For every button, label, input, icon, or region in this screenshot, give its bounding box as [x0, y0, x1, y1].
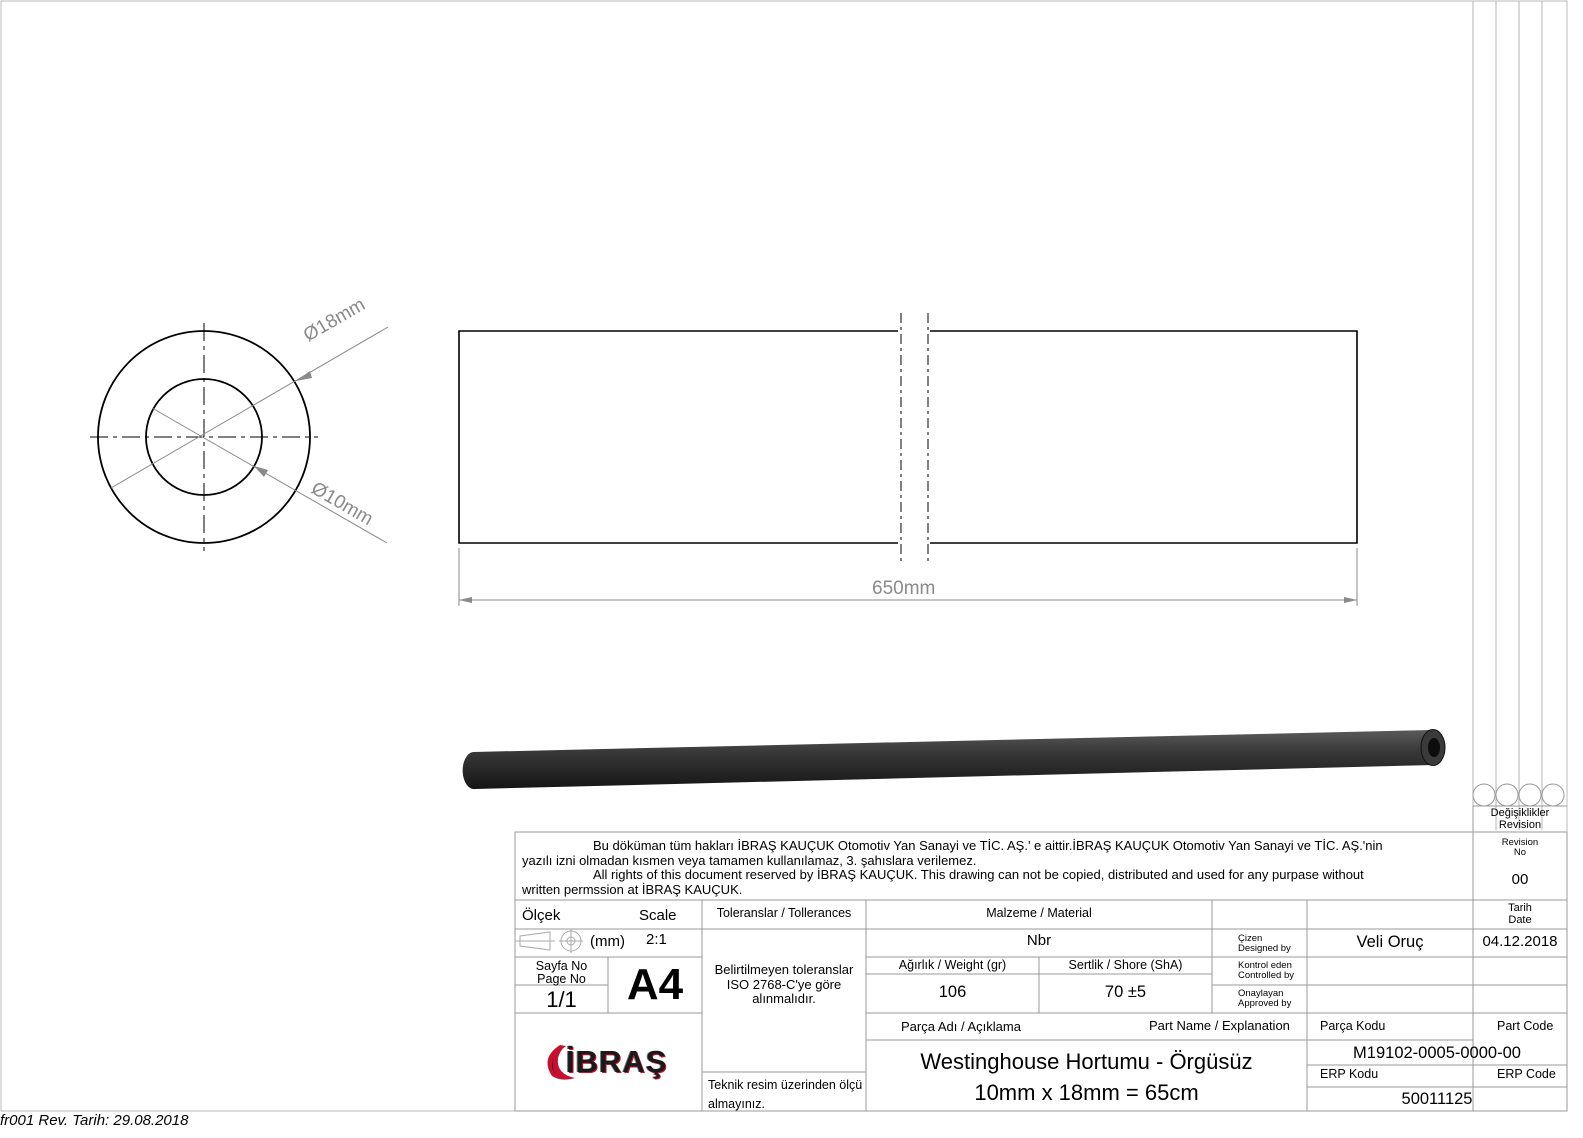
material-value: Nbr — [1026, 932, 1052, 949]
no-measure-note-line-1: Teknik resim üzerinden ölçü — [708, 1078, 863, 1092]
hardness-label: Sertlik / Shore (ShA) — [1068, 958, 1183, 972]
revision-no-header — [1473, 838, 1567, 858]
page-no-header — [515, 960, 608, 986]
material-label: Malzeme / Material — [986, 906, 1092, 920]
tolerances-text-line-2: ISO 2768-C'ye göre — [726, 976, 842, 992]
weight-label: Ağırlık / Weight (gr) — [898, 958, 1007, 972]
revision-circle — [1519, 784, 1541, 806]
controlled-tr-label: Kontrol eden — [1238, 960, 1292, 971]
inner-diameter-label: Ø10mm — [307, 478, 377, 530]
copyright-en-line-2: written permssion at İBRAŞ KAUÇUK. — [522, 882, 743, 897]
length-arrow-left — [459, 597, 472, 603]
part-code-value: M19102-0005-0000-00 — [1353, 1044, 1521, 1062]
date-en-label: Date — [1508, 913, 1532, 926]
revision-tr-label: Revision — [1501, 837, 1539, 848]
part-code-en-label: Part Code — [1497, 1019, 1554, 1033]
designer-name: Veli Oruç — [1356, 933, 1424, 951]
changes-en-label: Revision — [1498, 818, 1542, 831]
part-code-tr-label: Parça Kodu — [1320, 1019, 1386, 1033]
approved-tr-label: Onaylayan — [1238, 988, 1284, 999]
date-tr-label: Tarih — [1508, 902, 1532, 914]
designed-tr-label: Çizen — [1238, 933, 1263, 944]
outer-diameter-label: Ø18mm — [300, 294, 370, 347]
side-view-left-part — [459, 331, 898, 543]
revision-number: 00 — [1511, 871, 1529, 888]
approved-en-label: Approved by — [1238, 997, 1292, 1009]
hose-3d-render — [463, 730, 1445, 790]
hose-body — [463, 730, 1434, 789]
revision-date-header — [1473, 903, 1567, 926]
revision-changes-header — [1473, 808, 1567, 831]
page-value: 1/1 — [546, 987, 577, 1012]
part-name-en-label: Part Name / Explanation — [1149, 1018, 1290, 1033]
copyright-en-line-1: All rights of this document reserved by İBRAŞ KAUÇUK. This drawing can not be copied, distributed and used for any purpase without — [593, 867, 1364, 882]
erp-code-en-label: ERP Code — [1497, 1067, 1556, 1081]
no-measure-note-line-2: almayınız. — [708, 1097, 765, 1112]
paper-size: A4 — [626, 960, 684, 1009]
scale-value: 2:1 — [646, 931, 667, 948]
tolerances-text-line-3: alınmalıdır. — [752, 991, 816, 1007]
copyright-tr-line-2: yazılı izni olmadan kısmen veya tamamen kullanılamaz, 3. şahıslara verilemez. — [522, 853, 977, 868]
tolerances-text — [702, 963, 866, 1007]
design-date: 04.12.2018 — [1482, 933, 1558, 950]
inner-diameter-arrow — [254, 466, 268, 477]
side-view — [459, 313, 1357, 606]
page-no-tr-label: Sayfa No — [535, 959, 588, 973]
revision-circle — [1542, 784, 1564, 806]
erp-code-tr-label: ERP Kodu — [1320, 1067, 1379, 1081]
erp-code-value: 50011125 — [1401, 1090, 1473, 1108]
outer-diameter-arrow — [296, 371, 312, 381]
tolerances-text-line-1: Belirtilmeyen toleranslar — [714, 962, 854, 977]
page-no-en-label: Page No — [537, 972, 586, 987]
form-revision-note: fr001 Rev. Tarih: 29.08.2018 — [0, 1112, 189, 1129]
designed-by-label — [1238, 934, 1291, 954]
company-logo-text: İBRAŞ — [566, 1044, 668, 1079]
hardness-value: 70 ±5 — [1104, 983, 1147, 1001]
no-measure-note — [708, 1076, 862, 1115]
designed-en-label: Designed by — [1238, 942, 1291, 954]
revision-en-label: No — [1513, 846, 1527, 858]
projection-symbol — [515, 929, 583, 953]
length-dimension-label: 650mm — [872, 578, 936, 599]
revision-circle — [1496, 784, 1518, 806]
tolerances-label: Toleranslar / Tollerances — [716, 906, 852, 920]
scale-tr-label: Ölçek — [522, 907, 561, 924]
approved-by-label — [1238, 989, 1291, 1009]
side-view-right-part — [930, 331, 1357, 543]
part-name-tr-label: Parça Adı / Açıklama — [901, 1019, 1021, 1034]
length-arrow-right — [1344, 597, 1357, 603]
part-name-line-1: Westinghouse Hortumu - Örgüsüz — [920, 1049, 1253, 1074]
units-label: (mm) — [590, 933, 625, 950]
controlled-en-label: Controlled by — [1238, 969, 1294, 981]
hose-bore — [1428, 738, 1440, 757]
scale-en-label: Scale — [639, 907, 677, 924]
revision-circle — [1473, 784, 1495, 806]
changes-tr-label: Değişiklikler — [1490, 807, 1550, 819]
weight-value: 106 — [938, 983, 967, 1001]
part-name-line-2: 10mm x 18mm = 65cm — [974, 1080, 1199, 1105]
copyright-tr-line-1: Bu döküman tüm hakları İBRAŞ KAUÇUK Otomotiv Yan Sanayi ve TİC. AŞ.' e aittir.İBRAŞ KAUÇUK Otomotiv Yan Sanayi ve TİC. AŞ.'nin — [593, 838, 1383, 853]
controlled-by-label — [1238, 961, 1294, 981]
